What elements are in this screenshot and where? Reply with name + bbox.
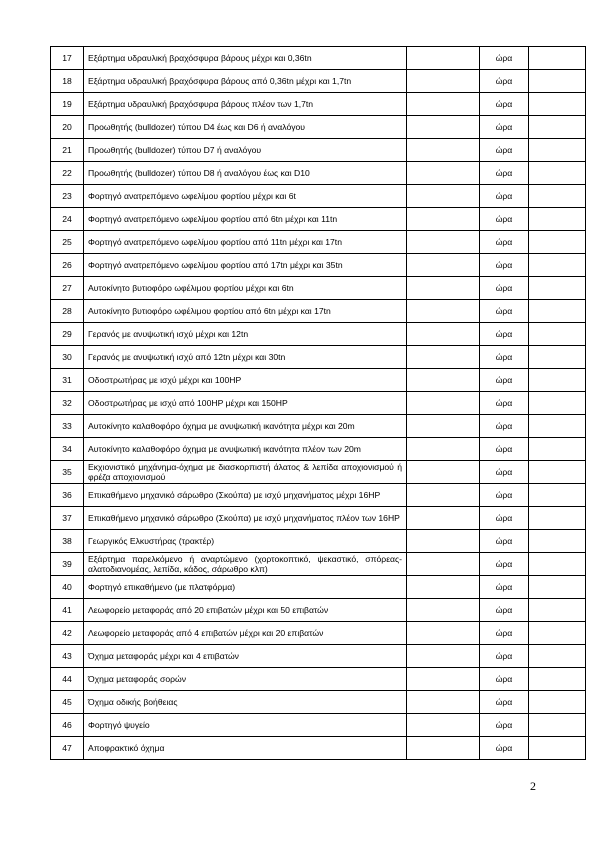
table-row — [51, 691, 586, 714]
page-number: 2 — [530, 779, 536, 793]
table-row — [51, 93, 586, 116]
empty-cell — [407, 231, 480, 254]
machine-description: Γερανός με ανυψωτική ισχύ μέχρι και 12tn — [84, 323, 407, 346]
price-cell — [529, 438, 586, 461]
row-number: 17 — [51, 47, 84, 70]
price-cell — [529, 162, 586, 185]
table-row — [51, 323, 586, 346]
machine-description: Λεωφορείο μεταφοράς από 20 επιβατών μέχρι και 50 επιβατών — [84, 599, 407, 622]
unit-of-measure: ώρα — [480, 415, 529, 438]
unit-of-measure: ώρα — [480, 714, 529, 737]
table-row — [51, 530, 586, 553]
empty-cell — [407, 392, 480, 415]
machine-description: Εξάρτημα υδραυλική βραχόσφυρα βάρους πλέον των 1,7tn — [84, 93, 407, 116]
equipment-table-body — [51, 47, 586, 760]
empty-cell — [407, 668, 480, 691]
empty-cell — [407, 645, 480, 668]
price-cell — [529, 691, 586, 714]
machine-description: Εξάρτημα υδραυλική βραχόσφυρα βάρους μέχρι και 0,36tn — [84, 47, 407, 70]
price-cell — [529, 530, 586, 553]
machine-description: Αποφρακτικό όχημα — [84, 737, 407, 760]
row-number: 47 — [51, 737, 84, 760]
row-number: 44 — [51, 668, 84, 691]
table-row — [51, 576, 586, 599]
table-row — [51, 438, 586, 461]
unit-of-measure: ώρα — [480, 93, 529, 116]
unit-of-measure: ώρα — [480, 139, 529, 162]
unit-of-measure: ώρα — [480, 484, 529, 507]
machine-description: Λεωφορείο μεταφοράς από 4 επιβατών μέχρι και 20 επιβατών — [84, 622, 407, 645]
empty-cell — [407, 139, 480, 162]
row-number: 27 — [51, 277, 84, 300]
price-cell — [529, 622, 586, 645]
price-cell — [529, 277, 586, 300]
unit-of-measure: ώρα — [480, 70, 529, 93]
table-row — [51, 116, 586, 139]
price-cell — [529, 346, 586, 369]
empty-cell — [407, 599, 480, 622]
price-cell — [529, 668, 586, 691]
empty-cell — [407, 323, 480, 346]
machine-description: Επικαθήμενο μηχανικό σάρωθρο (Σκούπα) με ισχύ μηχανήματος πλέον των 16HP — [84, 507, 407, 530]
unit-of-measure: ώρα — [480, 691, 529, 714]
row-number: 33 — [51, 415, 84, 438]
unit-of-measure: ώρα — [480, 553, 529, 576]
table-row — [51, 346, 586, 369]
price-cell — [529, 461, 586, 484]
empty-cell — [407, 277, 480, 300]
empty-cell — [407, 576, 480, 599]
unit-of-measure: ώρα — [480, 162, 529, 185]
table-row — [51, 208, 586, 231]
machine-description: Εξάρτημα υδραυλική βραχόσφυρα βάρους από 0,36tn μέχρι και 1,7tn — [84, 70, 407, 93]
price-cell — [529, 415, 586, 438]
unit-of-measure: ώρα — [480, 438, 529, 461]
unit-of-measure: ώρα — [480, 369, 529, 392]
table-row — [51, 553, 586, 576]
unit-of-measure: ώρα — [480, 668, 529, 691]
machine-description: Εξάρτημα παρελκόμενο ή αναρτώμενο (χορτοκοπτικό, ψεκαστικό, σπόρεας-αλατοδιανομέας, λεπίδα, κάδος, σάρωθρο κλπ) — [84, 553, 407, 576]
empty-cell — [407, 346, 480, 369]
unit-of-measure: ώρα — [480, 507, 529, 530]
machine-description: Αυτοκίνητο καλαθοφόρο όχημα με ανυψωτική ικανότητα μέχρι και 20m — [84, 415, 407, 438]
row-number: 45 — [51, 691, 84, 714]
price-cell — [529, 47, 586, 70]
price-cell — [529, 185, 586, 208]
table-row — [51, 737, 586, 760]
table-row — [51, 461, 586, 484]
machine-description: Αυτοκίνητο βυτιοφόρο ωφέλιμου φορτίου από 6tn μέχρι και 17tn — [84, 300, 407, 323]
machine-description: Φορτηγό ανατρεπόμενο ωφελίμου φορτίου από 17tn μέχρι και 35tn — [84, 254, 407, 277]
empty-cell — [407, 691, 480, 714]
unit-of-measure: ώρα — [480, 277, 529, 300]
empty-cell — [407, 415, 480, 438]
row-number: 25 — [51, 231, 84, 254]
table-row — [51, 369, 586, 392]
machine-description: Επικαθήμενο μηχανικό σάρωθρο (Σκούπα) με ισχύ μηχανήματος μέχρι 16HP — [84, 484, 407, 507]
row-number: 29 — [51, 323, 84, 346]
machine-description: Αυτοκίνητο βυτιοφόρο ωφέλιμου φορτίου μέχρι και 6tn — [84, 277, 407, 300]
price-cell — [529, 369, 586, 392]
row-number: 34 — [51, 438, 84, 461]
price-cell — [529, 714, 586, 737]
row-number: 41 — [51, 599, 84, 622]
row-number: 30 — [51, 346, 84, 369]
price-cell — [529, 553, 586, 576]
price-cell — [529, 116, 586, 139]
table-row — [51, 70, 586, 93]
row-number: 23 — [51, 185, 84, 208]
empty-cell — [407, 162, 480, 185]
row-number: 20 — [51, 116, 84, 139]
machine-description: Φορτηγό επικαθήμενο (με πλατφόρμα) — [84, 576, 407, 599]
table-row — [51, 162, 586, 185]
table-row — [51, 185, 586, 208]
unit-of-measure: ώρα — [480, 300, 529, 323]
table-row — [51, 254, 586, 277]
machine-description: Όχημα μεταφοράς μέχρι και 4 επιβατών — [84, 645, 407, 668]
unit-of-measure: ώρα — [480, 208, 529, 231]
row-number: 37 — [51, 507, 84, 530]
table-row — [51, 484, 586, 507]
table-row — [51, 231, 586, 254]
table-row — [51, 668, 586, 691]
table-row — [51, 415, 586, 438]
empty-cell — [407, 47, 480, 70]
price-cell — [529, 484, 586, 507]
row-number: 46 — [51, 714, 84, 737]
machine-description: Προωθητής (bulldozer) τύπου D7 ή αναλόγου — [84, 139, 407, 162]
price-cell — [529, 139, 586, 162]
unit-of-measure: ώρα — [480, 47, 529, 70]
empty-cell — [407, 208, 480, 231]
unit-of-measure: ώρα — [480, 576, 529, 599]
table-row — [51, 392, 586, 415]
machine-description: Προωθητής (bulldozer) τύπου D4 έως και D6 ή αναλόγου — [84, 116, 407, 139]
machine-description: Φορτηγό ανατρεπόμενο ωφελίμου φορτίου μέχρι και 6t — [84, 185, 407, 208]
price-cell — [529, 507, 586, 530]
price-cell — [529, 254, 586, 277]
price-cell — [529, 323, 586, 346]
empty-cell — [407, 254, 480, 277]
unit-of-measure: ώρα — [480, 185, 529, 208]
empty-cell — [407, 116, 480, 139]
unit-of-measure: ώρα — [480, 530, 529, 553]
table-row — [51, 645, 586, 668]
unit-of-measure: ώρα — [480, 254, 529, 277]
machine-description: Φορτηγό ανατρεπόμενο ωφελίμου φορτίου από 11tn μέχρι και 17tn — [84, 231, 407, 254]
row-number: 32 — [51, 392, 84, 415]
empty-cell — [407, 461, 480, 484]
machine-description: Οδοστρωτήρας με ισχύ μέχρι και 100HP — [84, 369, 407, 392]
unit-of-measure: ώρα — [480, 599, 529, 622]
price-cell — [529, 645, 586, 668]
table-row — [51, 622, 586, 645]
machine-description: Φορτηγό ανατρεπόμενο ωφελίμου φορτίου από 6tn μέχρι και 11tn — [84, 208, 407, 231]
machine-description: Γερανός με ανυψωτική ισχύ από 12tn μέχρι και 30tn — [84, 346, 407, 369]
empty-cell — [407, 737, 480, 760]
row-number: 42 — [51, 622, 84, 645]
empty-cell — [407, 622, 480, 645]
unit-of-measure: ώρα — [480, 392, 529, 415]
price-cell — [529, 737, 586, 760]
unit-of-measure: ώρα — [480, 231, 529, 254]
empty-cell — [407, 484, 480, 507]
empty-cell — [407, 300, 480, 323]
machine-description: Εκχιονιστικό μηχάνημα-όχημα με διασκορπιστή άλατος & λεπίδα αποχιονισμού ή φρέζα αποχιονισμού — [84, 461, 407, 484]
table-row — [51, 599, 586, 622]
row-number: 36 — [51, 484, 84, 507]
table-row — [51, 300, 586, 323]
row-number: 21 — [51, 139, 84, 162]
machine-description: Όχημα μεταφοράς σορών — [84, 668, 407, 691]
table-row — [51, 139, 586, 162]
price-cell — [529, 392, 586, 415]
empty-cell — [407, 507, 480, 530]
empty-cell — [407, 185, 480, 208]
row-number: 40 — [51, 576, 84, 599]
table-row — [51, 714, 586, 737]
empty-cell — [407, 70, 480, 93]
row-number: 22 — [51, 162, 84, 185]
machine-description: Γεωργικός Ελκυστήρας (τρακτέρ) — [84, 530, 407, 553]
empty-cell — [407, 553, 480, 576]
equipment-table — [50, 46, 586, 760]
table-row — [51, 507, 586, 530]
machine-description: Όχημα οδικής βοήθειας — [84, 691, 407, 714]
unit-of-measure: ώρα — [480, 346, 529, 369]
row-number: 18 — [51, 70, 84, 93]
row-number: 28 — [51, 300, 84, 323]
table-row — [51, 277, 586, 300]
unit-of-measure: ώρα — [480, 645, 529, 668]
price-cell — [529, 599, 586, 622]
row-number: 43 — [51, 645, 84, 668]
empty-cell — [407, 93, 480, 116]
row-number: 39 — [51, 553, 84, 576]
machine-description: Αυτοκίνητο καλαθοφόρο όχημα με ανυψωτική ικανότητα πλέον των 20m — [84, 438, 407, 461]
price-cell — [529, 93, 586, 116]
unit-of-measure: ώρα — [480, 116, 529, 139]
unit-of-measure: ώρα — [480, 737, 529, 760]
row-number: 24 — [51, 208, 84, 231]
empty-cell — [407, 369, 480, 392]
row-number: 19 — [51, 93, 84, 116]
empty-cell — [407, 438, 480, 461]
price-cell — [529, 231, 586, 254]
machine-description: Φορτηγό ψυγείο — [84, 714, 407, 737]
unit-of-measure: ώρα — [480, 461, 529, 484]
unit-of-measure: ώρα — [480, 323, 529, 346]
machine-description: Προωθητής (bulldozer) τύπου D8 ή αναλόγου έως και D10 — [84, 162, 407, 185]
empty-cell — [407, 714, 480, 737]
empty-cell — [407, 530, 480, 553]
row-number: 35 — [51, 461, 84, 484]
price-cell — [529, 70, 586, 93]
price-cell — [529, 576, 586, 599]
price-cell — [529, 300, 586, 323]
table-row — [51, 47, 586, 70]
unit-of-measure: ώρα — [480, 622, 529, 645]
row-number: 38 — [51, 530, 84, 553]
row-number: 26 — [51, 254, 84, 277]
row-number: 31 — [51, 369, 84, 392]
machine-description: Οδοστρωτήρας με ισχύ από 100HP μέχρι και 150HP — [84, 392, 407, 415]
price-cell — [529, 208, 586, 231]
